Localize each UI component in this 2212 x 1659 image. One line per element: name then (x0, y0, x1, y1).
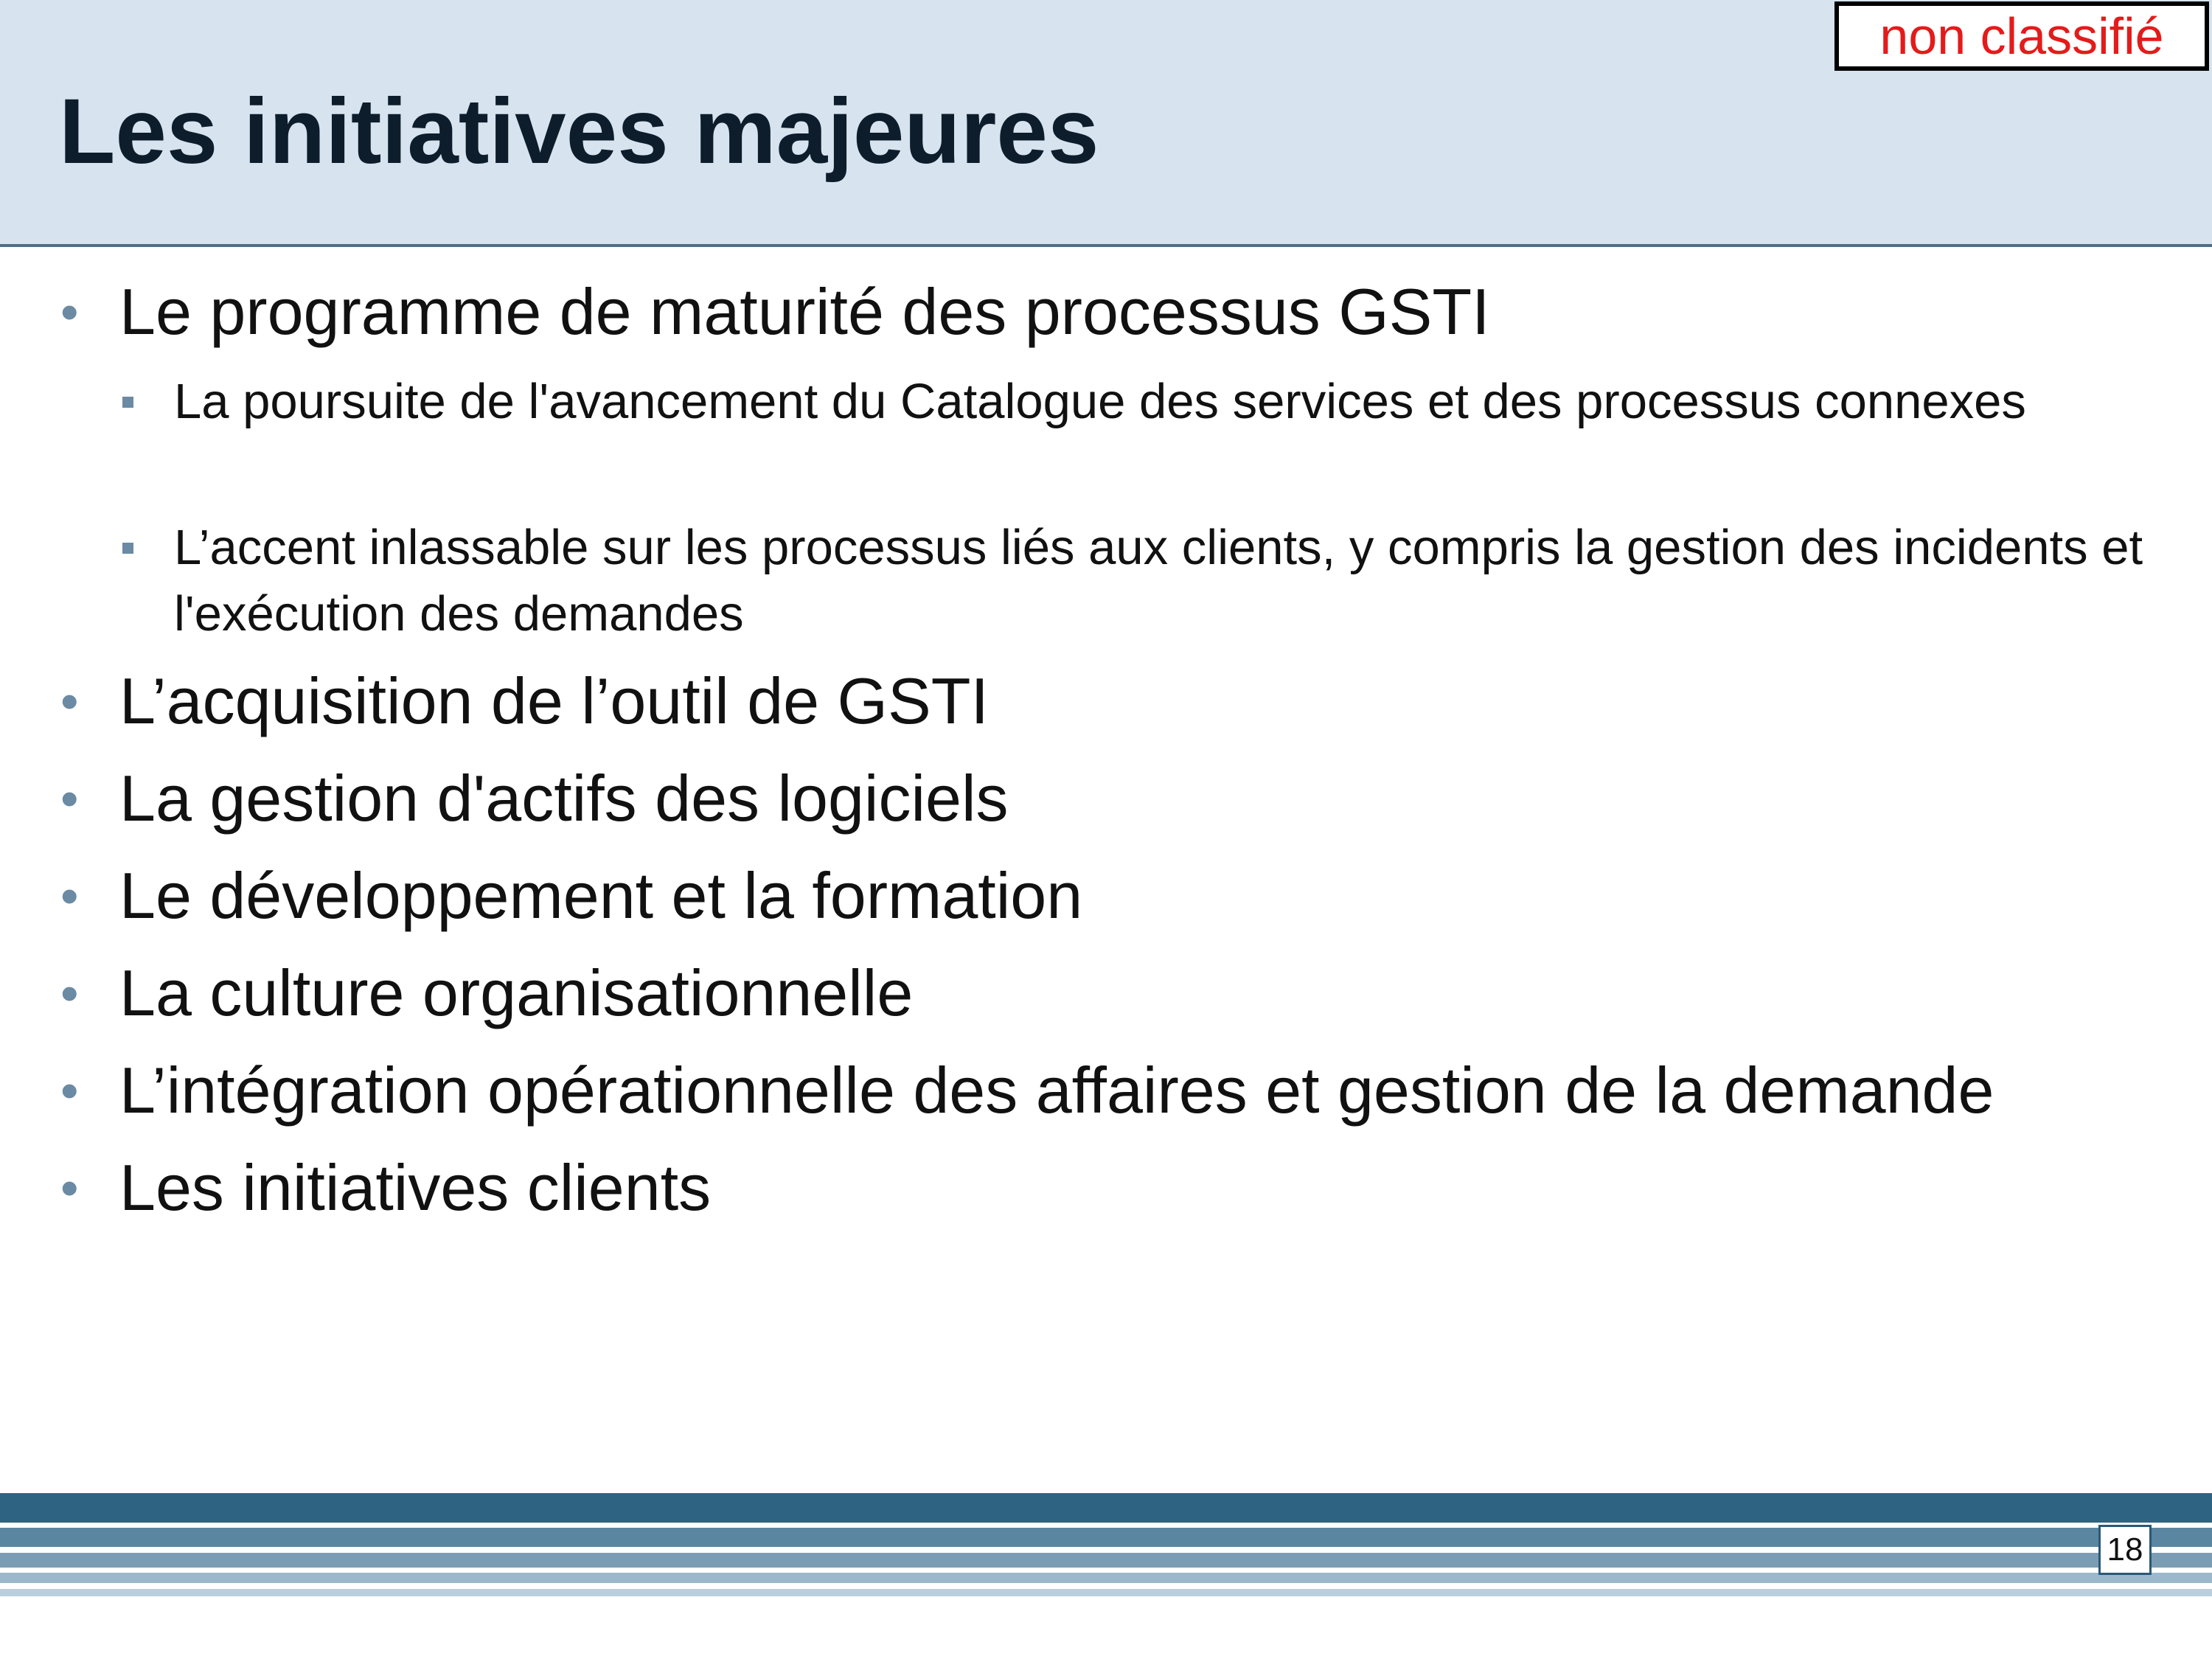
sub-bullet-marker (122, 543, 133, 554)
sub-bullet-marker (122, 397, 133, 408)
classification-label: non classifié (1834, 1, 2209, 71)
sub-bullet-text: L’accent inlassable sur les processus liés aux clients, y compris la gestion des incidents et l'exécution des demandes (174, 520, 2143, 641)
bullet-text: L’acquisition de l’outil de GSTI (119, 664, 989, 737)
bullet-text: La gestion d'actifs des logiciels (119, 762, 1009, 835)
bullet-marker: • (60, 283, 79, 341)
bullet-text: L’intégration opérationnelle des affaires et gestion de la demande (119, 1054, 1994, 1127)
bullet-marker: • (60, 1159, 79, 1217)
footer-stripe (0, 1589, 2212, 1596)
footer-stripe (0, 1553, 2212, 1568)
bullet-marker: • (60, 964, 79, 1022)
bullet-marker: • (60, 867, 79, 925)
footer-stripes (0, 1493, 2212, 1659)
page-title: Les initiatives majeures (59, 80, 1099, 183)
footer-stripe (0, 1528, 2212, 1547)
footer-stripe (0, 1493, 2212, 1523)
bullet-text: Le développement et la formation (119, 859, 1083, 932)
footer-stripe (0, 1573, 2212, 1583)
page-number: 18 (2098, 1525, 2152, 1575)
bullet-text: La culture organisationnelle (119, 956, 914, 1029)
sub-bullet-text: La poursuite de l'avancement du Catalogue des services et des processus connexes (174, 374, 2026, 429)
bullet-marker: • (60, 770, 79, 827)
bullet-marker: • (60, 672, 79, 730)
bullet-text: Le programme de maturité des processus GSTI (119, 275, 1490, 348)
bullet-marker: • (60, 1062, 79, 1119)
bullet-text: Les initiatives clients (119, 1151, 712, 1224)
